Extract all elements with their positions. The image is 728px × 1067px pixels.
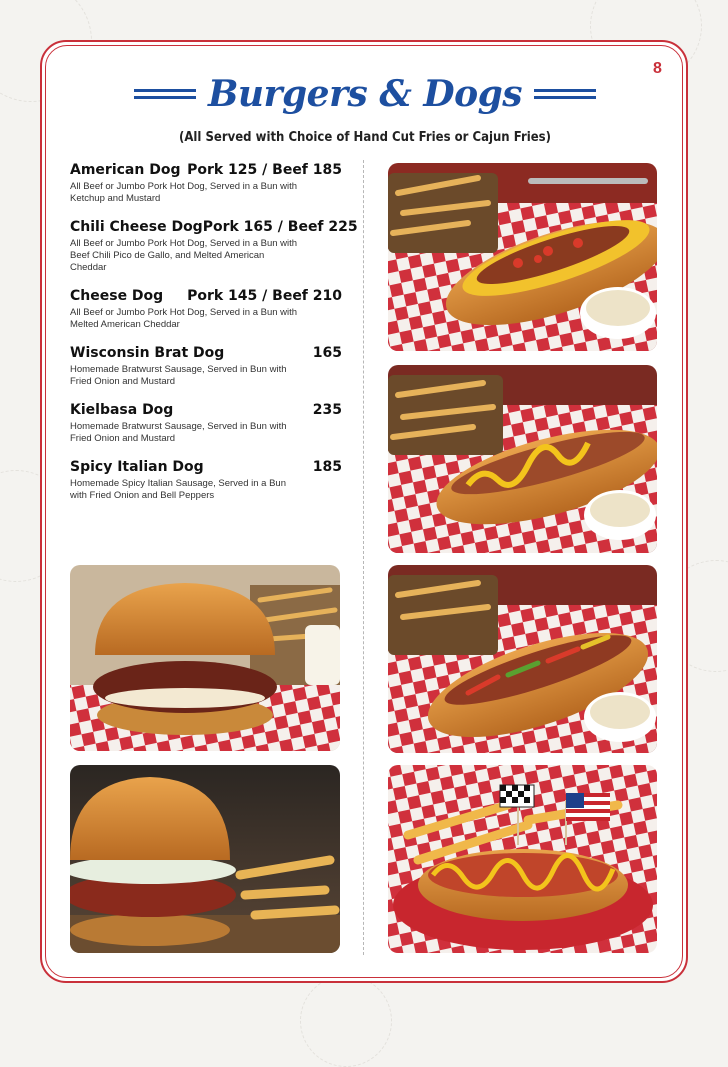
column-divider — [363, 160, 364, 955]
spicy-chicken-burger-photo — [70, 765, 340, 953]
pulled-pork-burger-photo — [70, 565, 340, 751]
menu-item-description: All Beef or Jumbo Pork Hot Dog, Served in a Bun with Beef Chili Pico de Gallo, and Melted American Cheddar — [70, 238, 298, 273]
menu-list — [70, 162, 358, 516]
menu-item-description: Homemade Bratwurst Sausage, Served in Bun with Fried Onion and Mustard — [70, 364, 287, 387]
page-header — [170, 72, 560, 116]
menu-item-price: 165 — [312, 345, 342, 361]
title-decoration-right — [534, 89, 596, 99]
menu-item-kielbasa-dog — [70, 402, 342, 445]
menu-item-price: 185 — [312, 459, 342, 475]
menu-item-description: Homemade Spicy Italian Sausage, Served in a Bun with Fried Onion and Bell Peppers — [70, 478, 286, 501]
title-decoration-left — [134, 89, 196, 99]
menu-item-price: 235 — [312, 402, 342, 418]
page-number: 8 — [653, 60, 662, 77]
background-decoration — [300, 975, 392, 1067]
menu-item-american-dog — [70, 162, 342, 205]
menu-item-price: Pork 165 / Beef 225 — [202, 219, 358, 235]
menu-item-wisconsin-brat-dog — [70, 345, 342, 388]
flag-hot-dog-basket-photo — [388, 765, 657, 953]
menu-item-cheese-dog — [70, 288, 342, 331]
chili-cheese-dog-photo — [388, 163, 657, 351]
menu-item-name: Kielbasa Dog — [70, 402, 174, 418]
menu-item-name: American Dog — [70, 162, 181, 178]
menu-item-name: Cheese Dog — [70, 288, 164, 304]
menu-item-description: Homemade Bratwurst Sausage, Served in Bun with Fried Onion and Mustard — [70, 421, 287, 444]
menu-item-price: Pork 125 / Beef 185 — [187, 162, 342, 178]
page-title: Burgers & Dogs — [207, 73, 523, 115]
menu-item-name: Spicy Italian Dog — [70, 459, 204, 475]
menu-item-name: Chili Cheese Dog — [70, 219, 203, 235]
menu-item-description: All Beef or Jumbo Pork Hot Dog, Served in a Bun with Melted American Cheddar — [70, 307, 298, 330]
menu-item-name: Wisconsin Brat Dog — [70, 345, 225, 361]
menu-item-chili-cheese-dog — [70, 219, 358, 274]
page-subtitle: (All Served with Choice of Hand Cut Fries or Cajun Fries) — [178, 130, 551, 145]
menu-item-price: Pork 145 / Beef 210 — [187, 288, 342, 304]
pepper-sausage-dog-photo — [388, 565, 657, 753]
menu-item-description: All Beef or Jumbo Pork Hot Dog, Served in a Bun with Ketchup and Mustard — [70, 181, 298, 204]
menu-item-spicy-italian-dog — [70, 459, 342, 502]
mustard-dog-photo — [388, 365, 657, 553]
